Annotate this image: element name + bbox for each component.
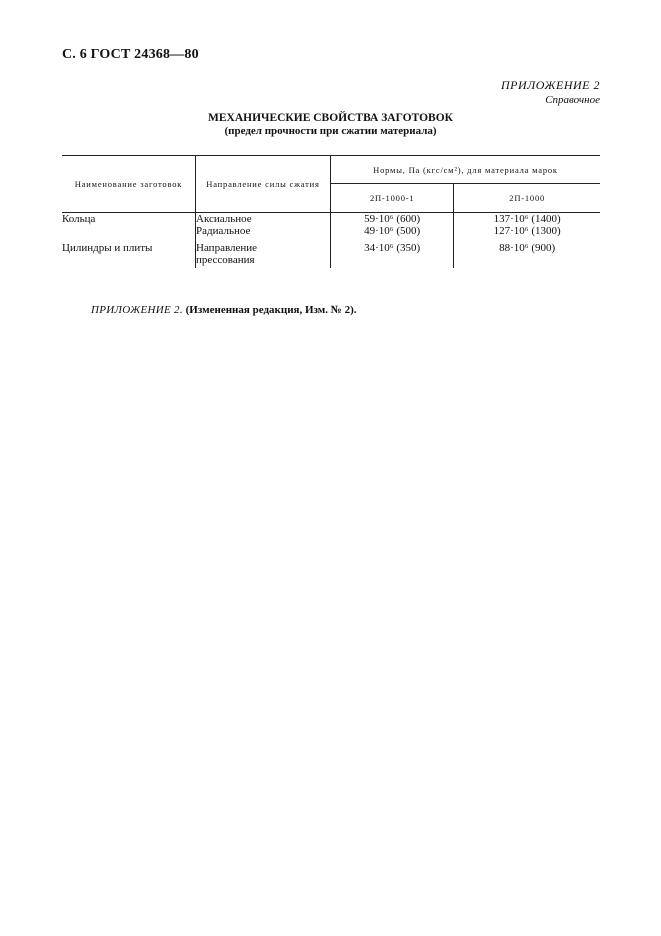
table-row [62,213,600,238]
cell-direction [196,237,331,268]
header-norms-text: Нормы, Па (кгс/см²), для материала марок [373,164,558,175]
cell-value: 59·10⁶ (600) [364,213,421,225]
header-material-2: 2П-1000 [454,184,600,213]
cell-direction-line: Аксиальное [196,213,252,225]
table-header-row [62,156,600,184]
cell-material-2 [454,213,600,238]
cell-direction-line: прессования [196,254,255,266]
appendix-title: ПРИЛОЖЕНИЕ 2 [501,78,600,92]
cell-material-2 [454,237,600,268]
amendment-note [91,304,357,316]
cell-direction-line: Радиальное [196,225,251,237]
mechanical-properties-table [62,155,600,268]
table-row [62,237,600,268]
cell-name: Кольца [62,213,196,238]
cell-material-1 [331,237,454,268]
header-direction: Направление силы сжатия [196,156,331,213]
cell-material-1 [331,213,454,238]
cell-direction [196,213,331,238]
title-main: МЕХАНИЧЕСКИЕ СВОЙСТВА ЗАГОТОВОК [207,112,453,124]
appendix-subtitle: Справочное [545,94,600,106]
cell-value: 127·10⁶ (1300) [493,225,561,237]
header-norms [331,156,601,184]
cell-direction-line: Направление [196,242,258,254]
cell-value: 137·10⁶ (1400) [493,213,561,225]
cell-value: 88·10⁶ (900) [499,242,556,254]
header-material-1: 2П-1000-1 [331,184,454,213]
cell-value: 49·10⁶ (500) [364,225,421,237]
cell-value: 34·10⁶ (350) [364,242,421,254]
page-header: С. 6 ГОСТ 24368—80 [62,47,199,62]
cell-name: Цилиндры и плиты [62,237,196,268]
note-reference: ПРИЛОЖЕНИЕ 2. [91,304,183,316]
note-amendment: (Измененная редакция, Изм. № 2). [185,304,357,316]
document-title [0,112,661,137]
header-name: Наименование заготовок [62,156,196,213]
appendix-label [501,78,600,106]
title-sub: (предел прочности при сжатии материала) [224,125,437,137]
